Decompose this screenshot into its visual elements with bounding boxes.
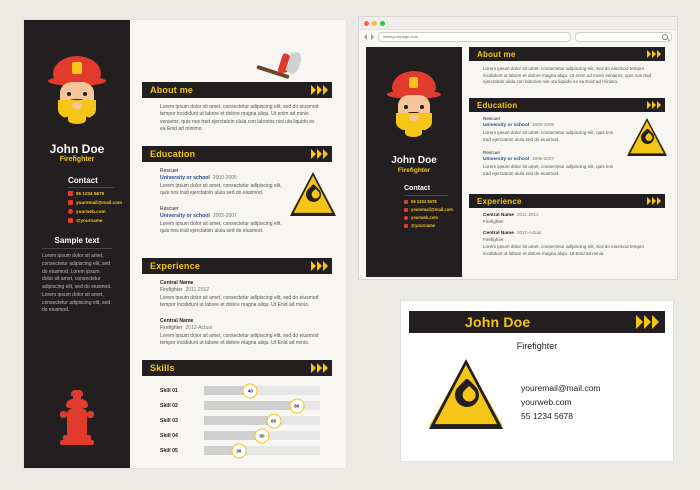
skill-label: Skill 04 xyxy=(160,432,178,439)
web-section-title-about: About me xyxy=(477,49,516,59)
chevron-decor xyxy=(647,194,661,208)
contact-phone-row xyxy=(68,191,104,196)
skill-track xyxy=(204,416,320,425)
chevron-decor xyxy=(647,98,661,112)
sample-heading: Sample text xyxy=(54,236,100,245)
chevron-decor xyxy=(311,360,328,376)
web-section-title-education: Education xyxy=(477,100,518,110)
card-name-bar xyxy=(409,311,665,333)
fireman-avatar-icon xyxy=(381,67,447,151)
education-body: Lorem ipsum dolor sit amet, consectetur adipiscing elit, quis nos trad ejerctatoin ulula sed do eiusmod. xyxy=(160,221,282,235)
contact-social-row[interactable] xyxy=(68,218,102,223)
contact-social: @yourname xyxy=(76,218,103,223)
experience-body: Lorem ipsum dolor sit amet, consectetur adipiscing elit, sed do eiusmod tempor incididunt ut labore et dolore magna aliqu. Ut Enid ad minio. xyxy=(160,295,319,309)
web-experience-years: 2012-Actual xyxy=(516,230,542,235)
hazard-flame-sign-icon xyxy=(429,359,503,429)
resume-sidebar xyxy=(24,20,130,468)
card-web: yourweb.com xyxy=(521,397,572,407)
section-title-about: About me xyxy=(150,85,194,95)
chevron-decor xyxy=(647,47,661,61)
mail-icon xyxy=(68,200,73,205)
skill-row xyxy=(160,431,320,440)
web-experience-body: Lorem ipsum dolor sit amet, consectetur adipiscing elit, sed do eiusmod tempor incididunt ut labore et dolore magna aliqu. Ut Enid ad minio. xyxy=(483,244,645,256)
window-close-button[interactable] xyxy=(364,21,369,26)
browser-toolbar xyxy=(359,29,677,43)
skill-value: 40 xyxy=(243,383,258,398)
section-title-education: Education xyxy=(150,149,196,159)
web-contact-web: yourweb.com xyxy=(411,215,438,220)
education-rescuer: Rescuer xyxy=(160,168,179,174)
web-about-body: Lorem ipsum dolor sit amet, consectetur adipiscing elit, sed do eiusmod tempor incididunt ut labore et dolore magna aliqu. Ut enim ad minio veniams, quis nos trad ejerctatoin ulula con laborios nisi uta liquido ex ea Enid ad minimo. xyxy=(483,66,652,85)
chevron-decor xyxy=(311,146,328,162)
skill-row xyxy=(160,416,320,425)
chevron-decor xyxy=(636,311,659,333)
web-section-bar-experience xyxy=(469,194,665,208)
experience-role: Firefighter xyxy=(160,325,183,331)
experience-years: 2012-Actual xyxy=(185,325,213,331)
forward-icon[interactable] xyxy=(371,34,374,40)
web-education-school: University or school xyxy=(483,157,530,162)
business-card xyxy=(400,300,674,462)
browser-window xyxy=(358,16,678,280)
about-body: Lorem ipsum dolor sit amet, consectetur adipiscing elit, sed do eiusmod tempor incididunt ut labore et dolore magna aliqu. Ut enim ad minio veniams, quis nos trad ejerctatoin ulula con laborios nisi uta liquido ex ea Enid ad minimo. xyxy=(160,104,319,132)
education-item xyxy=(160,168,284,198)
web-contact-email-row[interactable] xyxy=(404,207,453,212)
web-experience-role: Firefighter xyxy=(483,237,504,242)
web-contact-divider xyxy=(404,195,448,196)
phone-icon xyxy=(68,191,73,196)
web-experience-item xyxy=(483,230,659,257)
web-section-bar-education xyxy=(469,98,665,112)
sample-divider xyxy=(42,248,112,249)
browser-titlebar xyxy=(359,17,677,29)
address-bar[interactable] xyxy=(378,32,571,42)
contact-email: youremail@mail.com xyxy=(76,200,123,205)
globe-icon xyxy=(68,209,73,214)
web-education-school: University or school xyxy=(483,123,530,128)
twitter-icon xyxy=(68,218,73,223)
web-page-content xyxy=(359,42,677,279)
web-experience-role: Firefighter xyxy=(483,219,504,224)
search-input[interactable] xyxy=(575,32,672,42)
axe-icon xyxy=(252,48,304,82)
sample-body: Lorem ipsum dolor sit amet, consectetur adipiscing elit, sed do eiusmod. Lorem ipsum dolor sit amet, consectetur adipiscing elit, sed do eiusmod. Lorem ipsum dolor sit amet, consectetur adipiscing elit, sed do eiusmod. xyxy=(42,253,112,314)
section-bar-about xyxy=(142,82,332,98)
back-icon[interactable] xyxy=(364,34,367,40)
chevron-decor xyxy=(311,258,328,274)
education-body: Lorem ipsum dolor sit amet, consectetur adipiscing elit, quis nos trad ejerctatoin ulula sed do eiusmod. xyxy=(160,183,282,197)
contact-phone: 55 1234 5678 xyxy=(76,191,105,196)
experience-item xyxy=(160,318,320,348)
web-education-years: 2000-2005 xyxy=(532,122,555,127)
education-item xyxy=(160,206,284,236)
skill-row xyxy=(160,386,320,395)
section-bar-experience xyxy=(142,258,332,274)
skill-value: 30 xyxy=(231,443,246,458)
skill-track xyxy=(204,446,320,455)
experience-company: Central Name xyxy=(160,318,194,324)
skill-value: 80 xyxy=(289,398,304,413)
education-rescuer: Rescuer xyxy=(160,206,179,212)
contact-heading: Contact xyxy=(68,176,98,185)
web-contact-phone: 55 1234 5678 xyxy=(411,199,437,204)
skill-label: Skill 05 xyxy=(160,447,178,454)
web-education-body: Lorem ipsum dolor sit amet, consectetur adipiscing elit, quis nos trad ejerctatoin ulula sed do eiusmod. xyxy=(483,130,614,142)
skill-label: Skill 02 xyxy=(160,402,178,409)
window-maximize-button[interactable] xyxy=(380,21,385,26)
mail-icon xyxy=(404,208,408,212)
web-education-body: Lorem ipsum dolor sit amet, consectetur adipiscing elit, quis nos trad ejerctatoin ulula sed do eiusmod. xyxy=(483,164,614,176)
experience-years: 2011-2012 xyxy=(185,287,210,293)
card-role: Firefighter xyxy=(516,341,558,351)
globe-icon xyxy=(404,216,408,220)
card-phone: 55 1234 5678 xyxy=(521,411,573,421)
web-education-years: 2005-2007 xyxy=(532,156,555,161)
web-experience-item xyxy=(483,212,659,224)
skill-label: Skill 01 xyxy=(160,387,178,394)
web-experience-years: 2011-2012 xyxy=(516,212,539,217)
skill-track xyxy=(204,386,320,395)
web-education-rescuer: Rescuer xyxy=(483,116,501,121)
web-contact-social: @yourname xyxy=(411,223,436,228)
web-sidebar xyxy=(366,47,462,277)
web-experience-company: Central Name xyxy=(483,213,514,218)
education-years: 2000-2005 xyxy=(212,175,237,181)
twitter-icon xyxy=(404,224,408,228)
skill-row xyxy=(160,401,320,410)
web-contact-social-row[interactable] xyxy=(404,223,435,228)
experience-role: Firefighter xyxy=(160,287,183,293)
phone-icon xyxy=(404,200,408,204)
web-sidebar-name: John Doe xyxy=(391,155,437,166)
contact-divider xyxy=(68,187,114,188)
section-bar-skills xyxy=(142,360,332,376)
web-section-bar-about xyxy=(469,47,665,61)
experience-item xyxy=(160,280,320,310)
chevron-decor xyxy=(311,82,328,98)
skill-value: 50 xyxy=(255,428,270,443)
contact-web: yourweb.com xyxy=(76,209,106,214)
experience-body: Lorem ipsum dolor sit amet, consectetur adipiscing elit, sed do eiusmod tempor incididunt ut labore et dolore magna aliqu. Ut Enid ad minio. xyxy=(160,333,319,347)
experience-company: Central Name xyxy=(160,280,194,286)
skill-track xyxy=(204,431,320,440)
education-school: University or school xyxy=(160,175,210,181)
web-education-item xyxy=(483,116,619,143)
hazard-flame-sign-icon xyxy=(627,118,667,156)
web-sidebar-role: Firefighter xyxy=(397,167,431,174)
skill-value: 60 xyxy=(266,413,281,428)
section-bar-education xyxy=(142,146,332,162)
contact-web-row[interactable] xyxy=(68,209,106,214)
fireman-avatar-icon xyxy=(42,52,112,140)
hazard-flame-sign-icon xyxy=(290,172,336,216)
education-school: University or school xyxy=(160,213,210,219)
web-contact-email: youremail@mail.com xyxy=(411,207,454,212)
card-email: youremail@mail.com xyxy=(521,383,601,393)
web-section-title-experience: Experience xyxy=(477,196,522,206)
skill-track xyxy=(204,401,320,410)
contact-email-row[interactable] xyxy=(68,200,122,205)
web-contact-phone-row xyxy=(404,199,437,204)
skill-label: Skill 03 xyxy=(160,417,178,424)
web-contact-web-row[interactable] xyxy=(404,215,438,220)
sidebar-role: Firefighter xyxy=(59,156,95,163)
card-name: John Doe xyxy=(465,314,531,330)
web-experience-company: Central Name xyxy=(483,231,514,236)
education-years: 2005-2007 xyxy=(212,213,237,219)
address-bar-url: www.yourpage.com xyxy=(383,34,418,39)
section-title-skills: Skills xyxy=(150,363,175,373)
sidebar-name: John Doe xyxy=(49,142,105,156)
search-icon xyxy=(662,34,668,40)
skill-row xyxy=(160,446,320,455)
window-minimize-button[interactable] xyxy=(372,21,377,26)
resume-page xyxy=(24,20,346,468)
web-contact-heading: Contact xyxy=(404,185,431,192)
skills-list xyxy=(160,386,320,461)
web-education-rescuer: Rescuer xyxy=(483,150,501,155)
web-education-item xyxy=(483,150,619,177)
section-title-experience: Experience xyxy=(150,261,201,271)
fire-hydrant-icon xyxy=(60,390,94,446)
